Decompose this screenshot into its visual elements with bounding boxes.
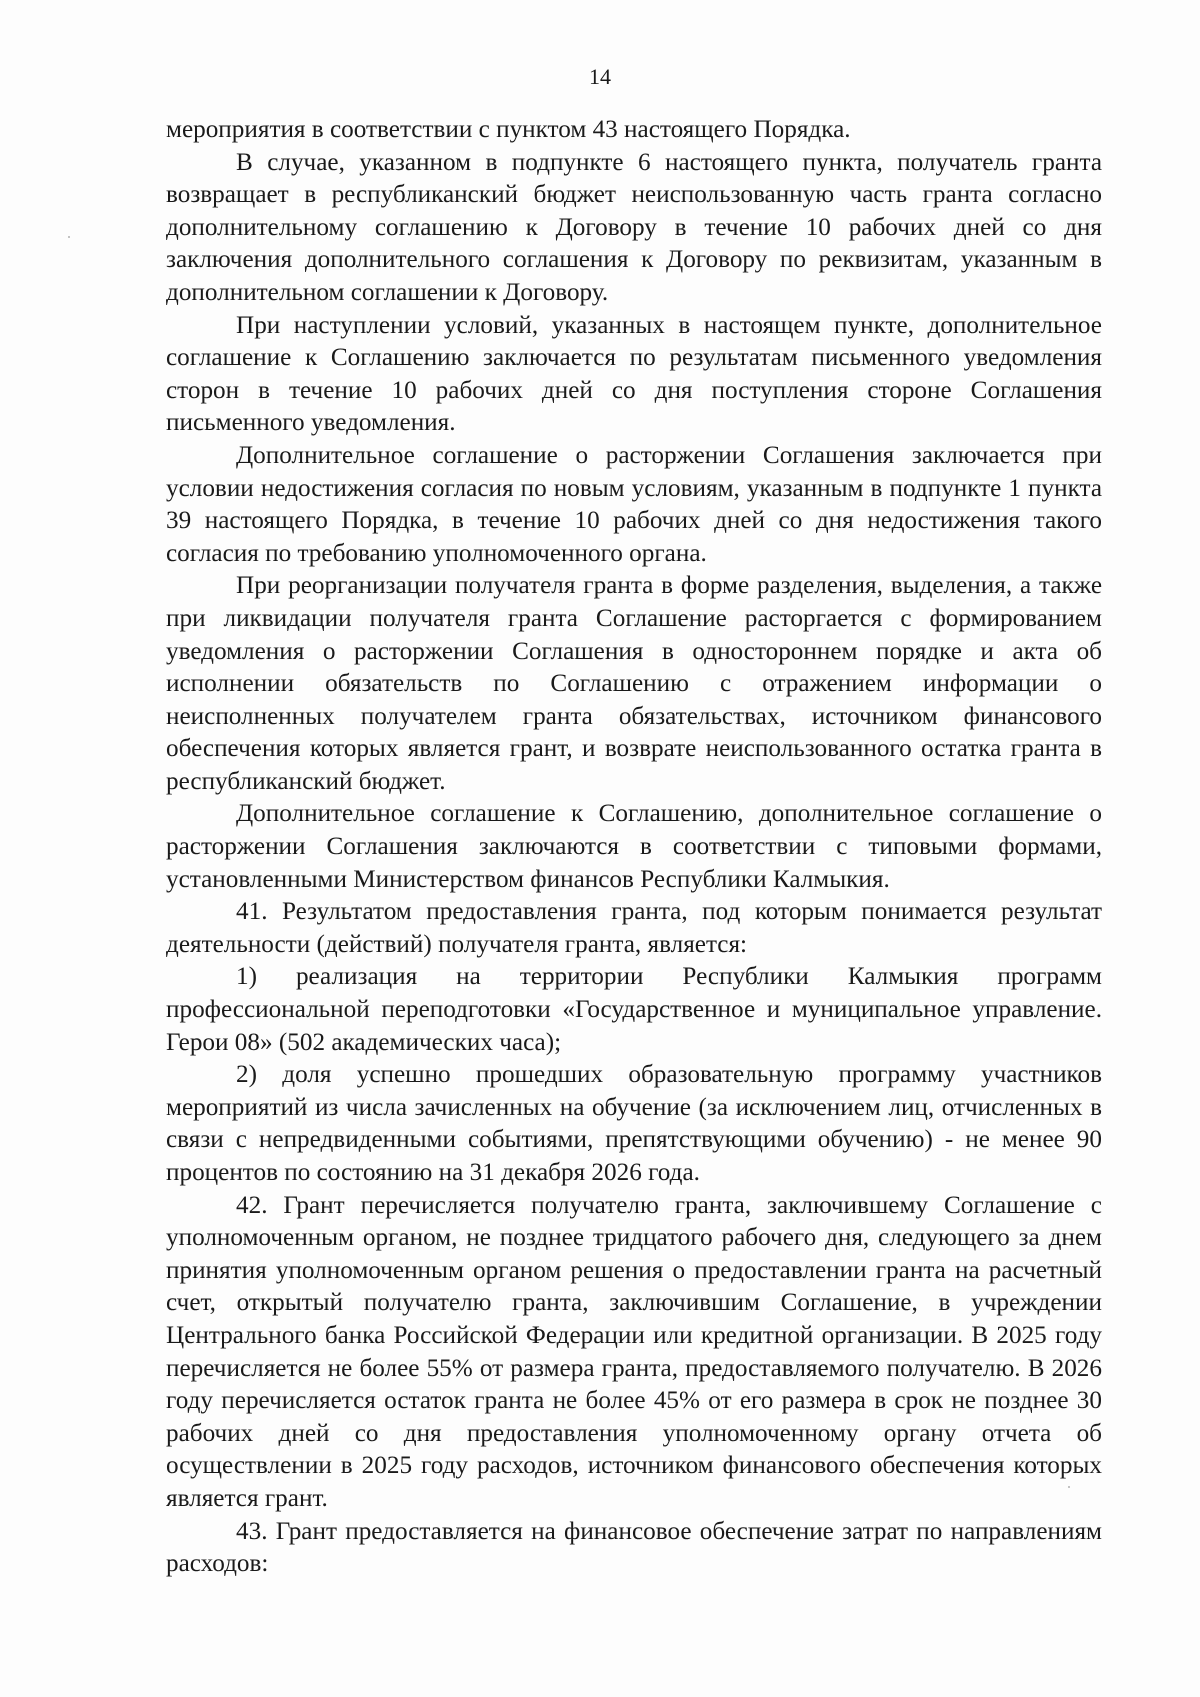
document-body <box>166 114 1102 1581</box>
paragraph-reorganization: При реорганизации получателя гранта в форме разделения, выделения, а также при ликвидации получателя гранта Соглашение расторгается с формированием уведомления о расторжении Соглашения в одностороннем порядке и акта об исполнении обязательств по Соглашению с отражением информации о неисполненных получателем гранта обязательствах, источником финансового обеспечения которых является грант, и возврате неиспользованного остатка гранта в республиканский бюджет. <box>166 572 1102 795</box>
paragraph-clause-41: 41. Результатом предоставления гранта, под которым понимается результат деятельности (действий) получателя гранта, является: <box>166 898 1102 958</box>
paragraph-continuation: мероприятия в соответствии с пунктом 43 настоящего Порядка. <box>166 116 851 143</box>
paragraph-clause-41-item-2: 2) доля успешно прошедших образовательную программу участников мероприятий из числа зачисленных на обучение (за исключением лиц, отчисленных в связи с непредвиденными событиями, препятствующими обучению) - не менее 90 процентов по состоянию на 31 декабря 2026 года. <box>166 1061 1102 1186</box>
paragraph-grant-return: В случае, указанном в подпункте 6 настоящего пункта, получатель гранта возвращает в республиканский бюджет неиспользованную часть гранта согласно дополнительному соглашению к Договору в течение 10 рабочих дней со дня заключения дополнительного соглашения к Договору по реквизитам, указанным в дополнительном соглашении к Договору. <box>166 148 1102 306</box>
paragraph-additional-agreement: При наступлении условий, указанных в настоящем пункте, дополнительное соглашение к Соглашению заключается по результатам письменного уведомления сторон в течение 10 рабочих дней со дня поступления стороне Соглашения письменного уведомления. <box>166 311 1102 437</box>
paragraph-clause-42: 42. Грант перечисляется получателю гранта, заключившему Соглашение с уполномоченным органом, не позднее тридцатого рабочего дня, следующего за днем принятия уполномоченным органом решения о предоставлении гранта на расчетный счет, открытый получателю гранта, заключившим Соглашение, в учреждении Центрального банка Российской Федерации или кредитной организации. В 2025 году перечисляется не более 55% от размера гранта, предоставляемого получателю. В 2026 году перечисляется остаток гранта не более 45% от его размера в срок не позднее 30 рабочих дней со дня предоставления уполномоченному органу отчета об осуществлении в 2025 году расходов, источником финансового обеспечения которых является грант. <box>166 1191 1102 1512</box>
paragraph-termination-agreement: Дополнительное соглашение о расторжении Соглашения заключается при условии недостижения согласия по новым условиям, указанным в подпункте 1 пункта 39 настоящего Порядка, в течение 10 рабочих дней со дня недостижения такого согласия по требованию уполномоченного органа. <box>166 441 1102 567</box>
scan-speck <box>68 236 70 238</box>
scan-speck <box>1068 1486 1070 1488</box>
paragraph-clause-43: 43. Грант предоставляется на финансовое обеспечение затрат по направлениям расходов: <box>166 1517 1102 1578</box>
paragraph-clause-41-item-1: 1) реализация на территории Республики Калмыкия программ профессиональной переподготовки «Государственное и муниципальное управление. Герои 08» (502 академических часа); <box>166 963 1102 1056</box>
paragraph-standard-forms: Дополнительное соглашение к Соглашению, дополнительное соглашение о расторжении Соглашения заключаются в соответствии с типовыми формами, установленными Министерством финансов Республики Калмыкия. <box>166 800 1102 893</box>
page-number: 14 <box>589 64 611 89</box>
